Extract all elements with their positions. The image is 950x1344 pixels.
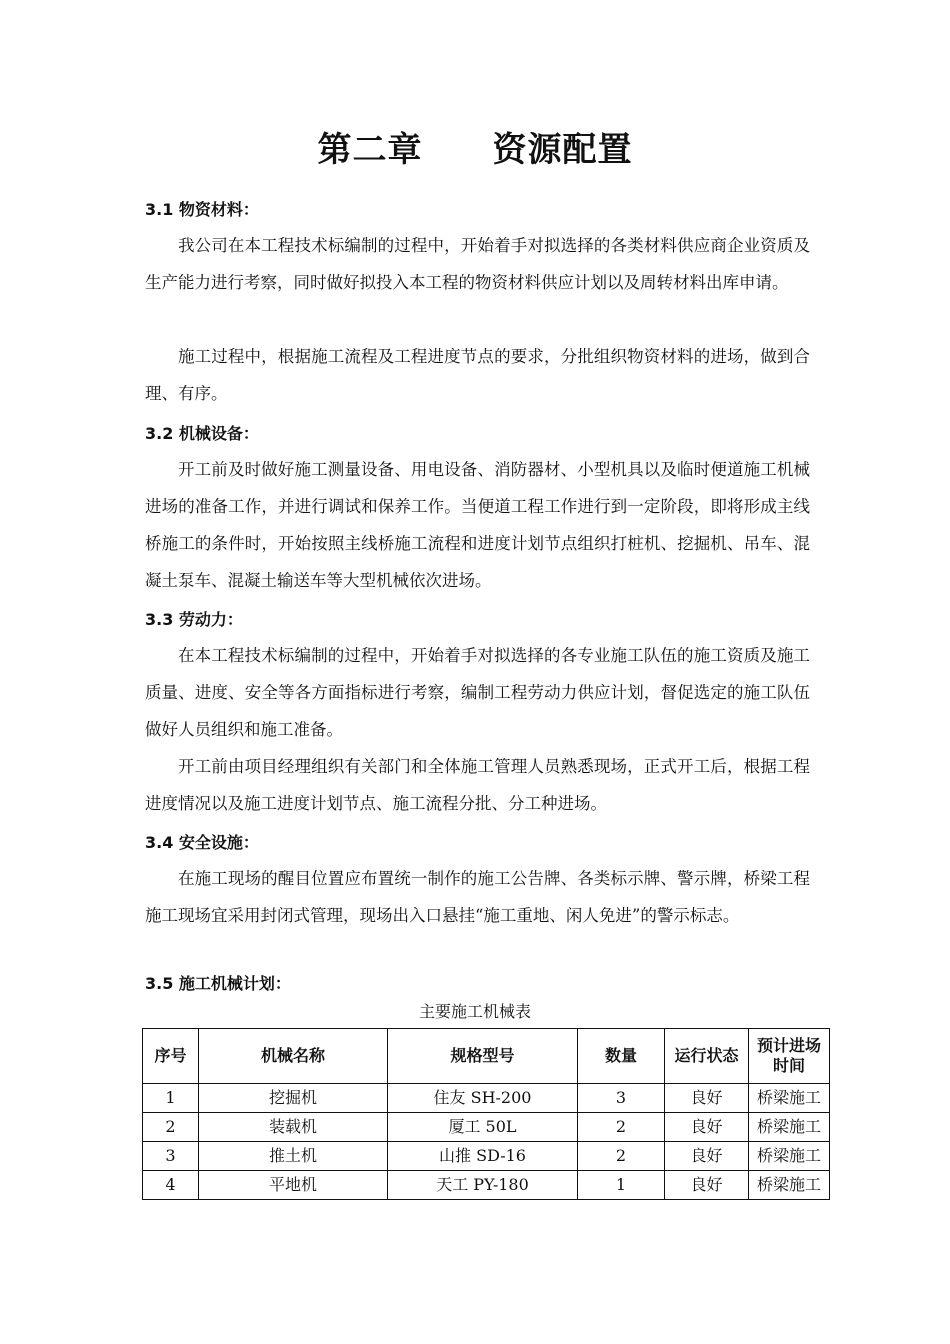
cell-status: 良好 [665,1171,749,1200]
cell-index: 4 [143,1171,199,1200]
machinery-table [142,1028,830,1200]
section-3-1-paragraph-1: 我公司在本工程技术标编制的过程中，开始着手对拟选择的各类材料供应商企业资质及生产能力进行考察，同时做好拟投入本工程的物资材料供应计划以及周转材料出库申请。 [145,236,810,292]
cell-quantity: 3 [578,1084,665,1113]
cell-index: 1 [143,1084,199,1113]
header-model: 规格型号 [388,1029,578,1084]
table-row [143,1142,830,1171]
cell-machine-name: 装载机 [199,1113,388,1142]
table-header-row [143,1029,830,1084]
cell-quantity: 2 [578,1142,665,1171]
table-caption: 主要施工机械表 [418,1002,531,1021]
cell-model: 天工 PY-180 [388,1171,578,1200]
cell-status: 良好 [665,1113,749,1142]
chapter-title: 第二章 资源配置 [317,130,633,170]
table-row [143,1084,830,1113]
cell-model: 住友 SH-200 [388,1084,578,1113]
section-heading-3-5: 3.5 施工机械计划： [145,974,291,993]
header-quantity: 数量 [578,1029,665,1084]
section-heading-3-3: 3.3 劳动力： [145,610,243,629]
cell-index: 3 [143,1142,199,1171]
cell-model: 厦工 50L [388,1113,578,1142]
cell-arrival-time: 桥梁施工 [749,1171,830,1200]
cell-quantity: 2 [578,1113,665,1142]
section-heading-3-1: 3.1 物资材料： [145,200,259,219]
section-heading-3-2: 3.2 机械设备： [145,424,259,443]
table-row [143,1171,830,1200]
header-status: 运行状态 [665,1029,749,1084]
cell-arrival-time: 桥梁施工 [749,1142,830,1171]
section-3-4-paragraph-1: 在施工现场的醒目位置应布置统一制作的施工公告牌、各类标示牌、警示牌，桥梁工程施工现场宜采用封闭式管理，现场出入口悬挂“施工重地、闲人免进”的警示标志。 [145,869,810,925]
header-arrival-time: 预计进场时间 [749,1029,830,1084]
table-row [143,1113,830,1142]
cell-quantity: 1 [578,1171,665,1200]
header-machine-name: 机械名称 [199,1029,388,1084]
cell-index: 2 [143,1113,199,1142]
section-3-2-paragraph-1: 开工前及时做好施工测量设备、用电设备、消防器材、小型机具以及临时便道施工机械进场的准备工作，并进行调试和保养工作。当便道工程工作进行到一定阶段，即将形成主线桥施工的条件时，开始按照主线桥施工流程和进度计划节点组织打桩机、挖掘机、吊车、混凝土泵车、混凝土输送车等大型机械依次进场。 [145,460,810,590]
cell-arrival-time: 桥梁施工 [749,1084,830,1113]
cell-status: 良好 [665,1142,749,1171]
cell-model: 山推 SD-16 [388,1142,578,1171]
cell-machine-name: 平地机 [199,1171,388,1200]
header-index: 序号 [143,1029,199,1084]
cell-status: 良好 [665,1084,749,1113]
section-3-3-paragraph-1: 在本工程技术标编制的过程中，开始着手对拟选择的各专业施工队伍的施工资质及施工质量、进度、安全等各方面指标进行考察，编制工程劳动力供应计划，督促选定的施工队伍做好人员组织和施工准备。 [145,646,810,739]
section-heading-3-4: 3.4 安全设施： [145,833,259,852]
section-3-1-paragraph-2: 施工过程中，根据施工流程及工程进度节点的要求，分批组织物资材料的进场，做到合理、有序。 [145,347,810,403]
cell-arrival-time: 桥梁施工 [749,1113,830,1142]
cell-machine-name: 挖掘机 [199,1084,388,1113]
section-3-3-paragraph-2: 开工前由项目经理组织有关部门和全体施工管理人员熟悉现场，正式开工后，根据工程进度情况以及施工进度计划节点、施工流程分批、分工种进场。 [145,757,810,813]
cell-machine-name: 推土机 [199,1142,388,1171]
